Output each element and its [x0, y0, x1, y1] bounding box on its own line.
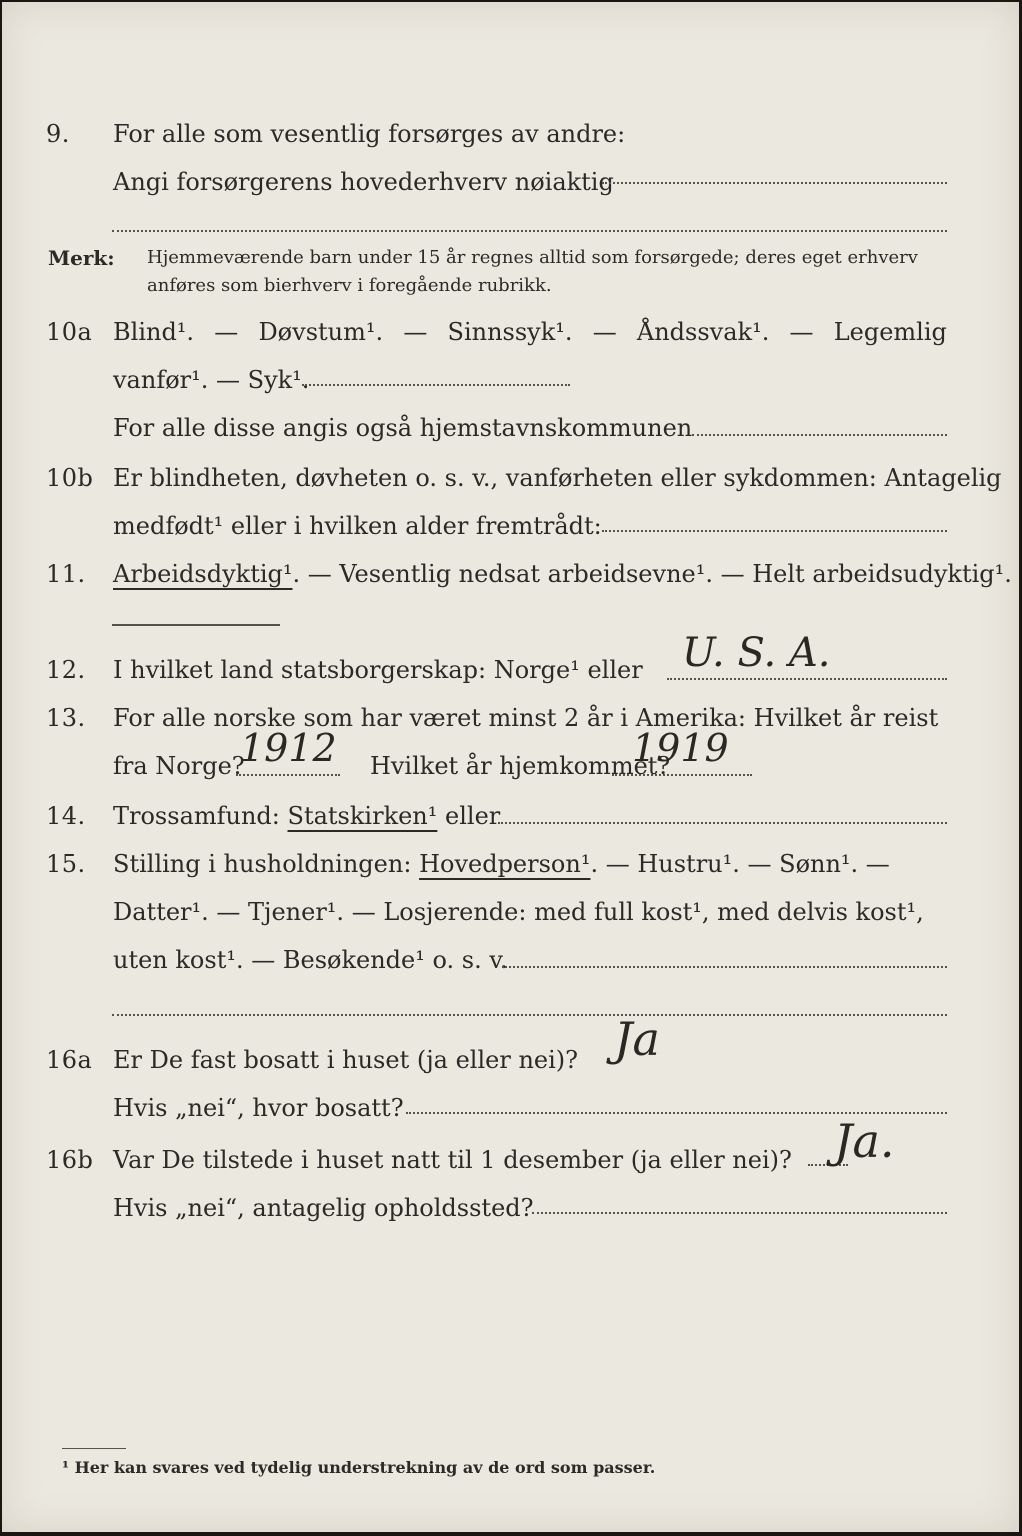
- option-dovstum: Døvstum¹.: [258, 318, 384, 346]
- question-number: 10a: [46, 318, 93, 346]
- question-text: [113, 798, 500, 834]
- answer-line-q9[interactable]: [602, 182, 947, 184]
- question-number: 12.: [46, 656, 86, 684]
- other-options: . — Vesentlig nedsat arbeidsevne¹. — Helt arbeidsudyktig¹.: [292, 560, 1012, 588]
- answer-line-q9-extra[interactable]: [112, 230, 947, 232]
- question-text: Er De fast bosatt i huset (ja eller nei)?: [113, 1046, 579, 1074]
- answer-line-q11[interactable]: [112, 624, 280, 626]
- handwritten-answer-year-left: 1912: [240, 726, 337, 770]
- question-number: 16a: [46, 1046, 93, 1074]
- label-trossamfund: Trossamfund:: [113, 802, 280, 830]
- question-13: [2, 700, 1019, 748]
- question-16b-line2: [2, 1190, 1019, 1238]
- answer-line-q14[interactable]: [498, 822, 947, 824]
- question-text: For alle disse angis også hjemstavnskommunen: [113, 414, 693, 442]
- dash: —: [789, 318, 814, 346]
- note-label: Merk:: [48, 246, 115, 270]
- question-number: 16b: [46, 1146, 94, 1174]
- question-12: [2, 652, 1019, 700]
- answer-line-q15-extra[interactable]: [112, 1014, 947, 1016]
- option-blind: Blind¹.: [113, 318, 195, 346]
- handwritten-answer-year-returned: 1919: [632, 726, 729, 770]
- question-text: vanfør¹. — Syk¹.: [113, 366, 310, 394]
- option-legemlig: Legemlig: [833, 318, 947, 346]
- question-number: 10b: [46, 464, 94, 492]
- question-text: Var De tilstede i huset natt til 1 desember (ja eller nei)?: [113, 1146, 792, 1174]
- question-number: 14.: [46, 802, 86, 830]
- note-line-1: Hjemmeværende barn under 15 år regnes alltid som forsørgede; deres eget erhverv: [147, 247, 918, 268]
- question-text: [113, 846, 947, 882]
- question-number: 13.: [46, 704, 86, 732]
- dash: —: [403, 318, 428, 346]
- footnote-rule: [62, 1448, 126, 1449]
- question-text: I hvilket land statsborgerskap: Norge¹ eller: [113, 656, 643, 684]
- question-text: Hvis „nei“, hvor bosatt?: [113, 1094, 404, 1122]
- question-10a: [2, 314, 1019, 362]
- dash: —: [592, 318, 617, 346]
- text-hjemkommet: Hvilket år hjemkommet?: [369, 752, 671, 780]
- selected-option-hovedperson: Hovedperson¹: [419, 850, 591, 878]
- question-number: 9.: [46, 120, 70, 148]
- label-stilling: Stilling i husholdningen:: [113, 850, 412, 878]
- question-text: uten kost¹. — Besøkende¹ o. s. v.: [113, 946, 508, 974]
- question-text: Angi forsørgerens hovederhverv nøiaktig: [113, 168, 614, 196]
- question-text: Hvis „nei“, antagelig opholdssted?: [113, 1194, 534, 1222]
- note-line-2: anføres som bierhverv i foregående rubrikk.: [147, 275, 552, 296]
- question-10b: [2, 460, 1019, 508]
- note-text: [147, 244, 947, 300]
- question-10a-line2: [2, 362, 1019, 410]
- question-text: For alle norske som har været minst 2 år i Amerika: Hvilket år reist: [113, 704, 939, 732]
- question-text: medfødt¹ eller i hvilken alder fremtrådt:: [113, 512, 602, 540]
- question-13-line2: [2, 748, 1019, 796]
- other-options: . — Hustru¹. — Sønn¹. —: [590, 850, 890, 878]
- question-number: 11.: [46, 560, 86, 588]
- option-andssvak: Åndssvak¹.: [636, 318, 770, 346]
- question-text: For alle som vesentlig forsørges av andre:: [113, 120, 626, 148]
- handwritten-answer-tilstede: Ja.: [834, 1114, 895, 1168]
- question-number: 15.: [46, 850, 86, 878]
- dash: —: [214, 318, 239, 346]
- selected-option-statskirken: Statskirken¹: [287, 802, 438, 830]
- census-form-page: [2, 2, 1019, 1532]
- option-sinnssyk: Sinnssyk¹.: [447, 318, 573, 346]
- question-text: [113, 314, 947, 350]
- answer-line-q10b[interactable]: [602, 530, 947, 532]
- footnote: ¹ Her kan svares ved tydelig understrekning av de ord som passer.: [62, 1458, 656, 1477]
- question-text: Er blindheten, døvheten o. s. v., vanførheten eller sykdommen: Antagelig: [113, 464, 1002, 492]
- question-11: [2, 556, 1019, 604]
- question-10b-line2: [2, 508, 1019, 556]
- answer-line-q13-reist[interactable]: [236, 774, 340, 776]
- answer-line-q12[interactable]: [667, 678, 947, 680]
- text-eller: eller: [445, 802, 501, 830]
- question-text: [113, 556, 1012, 592]
- question-15: [2, 846, 1019, 894]
- question-text: [113, 748, 670, 784]
- question-text: Datter¹. — Tjener¹. — Losjerende: med full kost¹, med delvis kost¹,: [113, 898, 924, 926]
- answer-line-q16b[interactable]: [532, 1212, 947, 1214]
- selected-option-arbeidsdyktig: Arbeidsdyktig¹: [113, 560, 293, 588]
- answer-line-q10a-syk[interactable]: [302, 384, 570, 386]
- answer-line-q13-hjem[interactable]: [612, 774, 752, 776]
- question-15-line2: [2, 894, 1019, 942]
- handwritten-answer-bosatt: Ja: [614, 1012, 660, 1066]
- question-9: [2, 116, 1019, 164]
- answer-line-q15[interactable]: [502, 966, 947, 968]
- question-16a: [2, 1042, 1019, 1090]
- handwritten-answer-country: U. S. A.: [682, 630, 831, 676]
- text-fra-norge: fra Norge?: [113, 752, 245, 780]
- question-9-line2: [2, 164, 1019, 212]
- answer-line-q10a-kommune[interactable]: [692, 434, 947, 436]
